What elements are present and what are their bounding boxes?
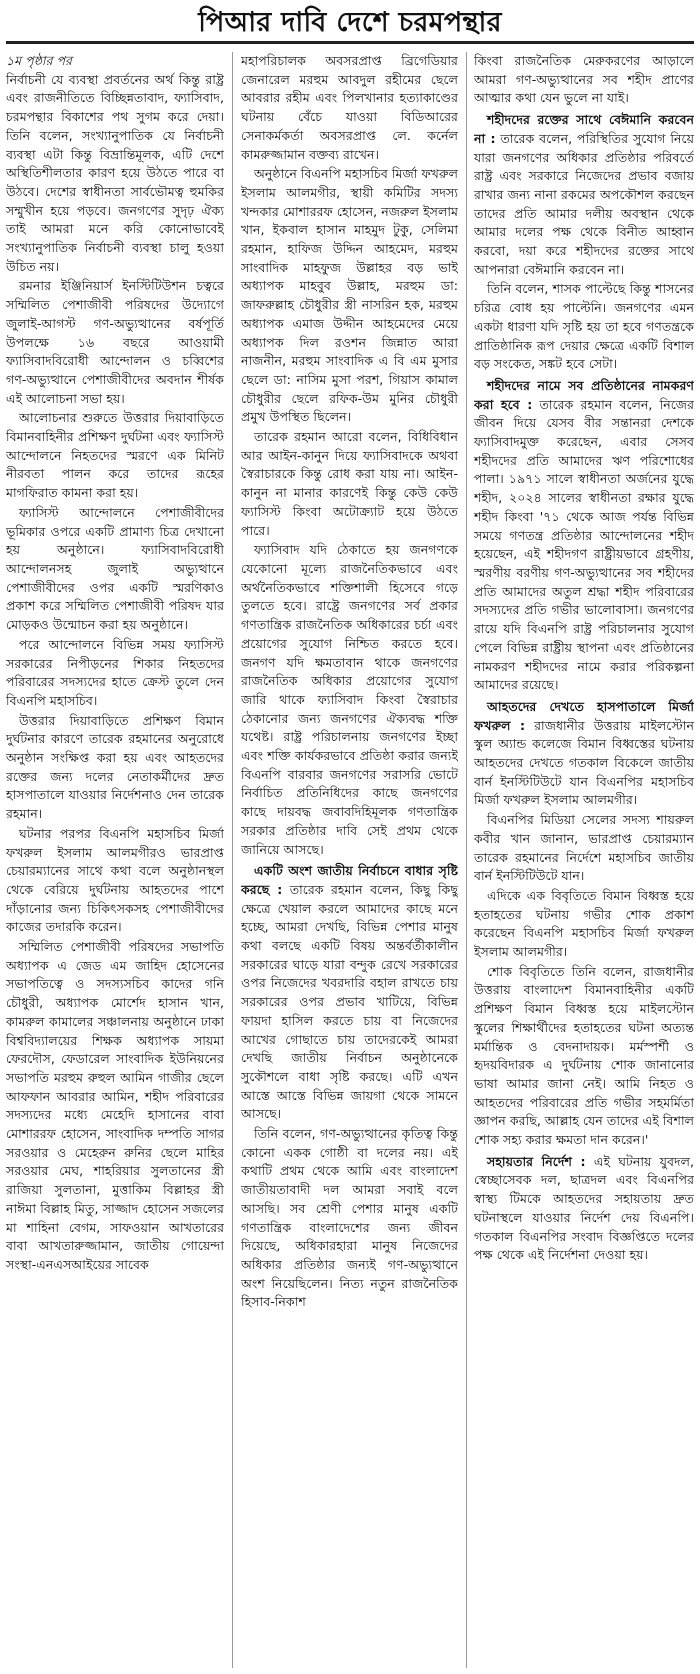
paragraph: অনুষ্ঠানে বিএনপি মহাসচিব মির্জা ফখরুল ইসলাম আলমগীর, স্থায়ী কমিটির সদস্য খন্দকার মোশাররফ হোসেন, নজরুল ইসলাম খান, ইকবাল হাসান মাহমুদ টুকু, সেলিমা রহমান, হাফিজ উদ্দিন আহমেদ, মরহুম সাংবাদিক মাহফুজ উল্লাহর বড় ভাই অধ্যাপক মাহবুব উল্লাহ, মরহুম ডা: জাফরুল্লাহ চৌধুরীর স্ত্রী নাসরিন হক, মরহুম অধ্যাপক এমাজ উদ্দীন আহমেদের মেয়ে অধ্যাপক দিল রওশন জিন্নাত আরা নাজনীন, মরহুম সাংবাদিক এ বি এম মুসার ছেলে ডা: নাসিম মুসা পরশ, গিয়াস কামাল চৌধুরীর ছেলে রফিক-উম মুনির চৌধুরী প্রমুখ উপস্থিত ছিলেন। xyxy=(241,166,458,425)
paragraph-text: রাজধানীর উত্তরায় মাইলস্টোন স্কুল অ্যান্ড কলেজে বিমান বিধ্বস্তের ঘটনায় আহতদের দেখতে গতকাল বিকেলে জাতীয় বার্ন ইনস্টিটিউটে যান বিএনপির মহাসচিব মির্জা ফখরুল ইসলাম আলমগীর। xyxy=(474,717,694,808)
paragraph-text: তারেক রহমান বলেন, কিছু কিছু ক্ষেত্রে খেয়াল করলে আমাদের কাছে মনে হচ্ছে, আমরা দেখছি, বিভিন্ন পেশার মানুষ কথা বলছে একটি বিষয় অন্তর্বর্তীকালীন সরকারের ঘাড়ে যারা বন্দুক রেখে সরকারের ওপর নিজেদের খবরদারি বহাল রাখতে চায় সরকারের ওপর প্রভাব খাটিয়ে, বিভিন্ন ফায়দা হাসিল করতে চায় বা নিজেদের আখের গোছাতে চায় তাদেরকেই আমরা দেখছি জাতীয় নির্বাচন অনুষ্ঠানেকে সুকৌশলে বাধা সৃষ্টি করছে। এটি এখন আস্তে আস্তে বিভিন্ন জায়গা থেকে সামনে আসছে। xyxy=(241,881,458,1122)
paragraph: আলোচনার শুরুতে উত্তরার দিয়াবাড়িতে বিমানবাহিনীর প্রশিক্ষণ দুর্ঘটনা এবং ফ্যাসিস্ট আন্দোলনে নিহতদের স্মরণে এক মিনিট নীরবতা পালন করে তাদের রূহের মাগফিরাত কামনা করা হয়। xyxy=(6,410,224,501)
paragraph: ঘটনার পরপর বিএনপি মহাসচিব মির্জা ফখরুল ইসলাম আলমগীরও ভারপ্রাপ্ত চেয়ারম্যানের সাথে কথা বলে অনুষ্ঠানস্থল থেকে বেরিয়ে দুর্ঘটনায় আহতদের পাশে দাঁড়ানোর জন্য চিকিৎসকসহ পেশাজীবীদের কাজের তদারকি করেন। xyxy=(6,825,224,935)
paragraph-text: এই ঘটনায় যুবদল, স্বেচ্ছাসেবক দল, ছাত্রদল এবং বিএনপির স্বাস্থ্য টিমকে আহতদের সহায়তায় দ্রুত ঘটনাস্থলে যাওয়ার নির্দেশ দেয় বিএনপি। গতকাল বিএনপির সংবাদ বিজ্ঞপ্তিতে দলের পক্ষ থেকে এই নির্দেশনা দেওয়া হয়। xyxy=(474,1153,694,1263)
paragraph: মহাপরিচালক অবসরপ্রাপ্ত ব্রিগেডিয়ার জেনারেল মরহুম আবদুল রহীমের ছেলে আবরার রহীম এবং পিলখানার হত্যাকাণ্ডের ঘটনায় বেঁচে যাওয়া বিডিআরের সেনাকর্মকর্তা অবসরপ্রাপ্ত লে. কর্নেল কামরুজ্জামান বক্তব্য রাখেন। xyxy=(241,53,458,162)
paragraph: রমনার ইঞ্জিনিয়ার্স ইনস্টিটিউশন চত্বরে সম্মিলিত পেশাজীবী পরিষদের উদ্যোগে জুলাই-আগস্ট গণ-অভ্যুত্থানের বর্ষপূর্তি উপলক্ষে ১৬ বছরে আওয়ামী ফ্যাসিবাদবিরোধী আন্দোলন ও চব্বিশের গণ-অভ্যুত্থানে পেশাজীবীদের অবদান শীর্ষক এই আলোচনা সভা হয়। xyxy=(6,278,224,406)
column-rule xyxy=(466,52,467,1668)
paragraph: তারেক রহমান আরো বলেন, বিধিবিধান আর আইন-কানুন দিয়ে ফ্যাসিবাদকে অথবা স্বৈরাচারকে কিন্তু রোধ করা যায় না। আইন-কানুন না মানার কারণেই কিন্তু কেউ কেউ ফ্যাসিস্ট কিংবা অটোক্র্যাট হয়ে উঠতে পারে। xyxy=(241,429,458,538)
column-3 xyxy=(474,52,694,1668)
paragraph: সম্মিলিত পেশাজীবী পরিষদের সভাপতি অধ্যাপক এ জেড এম জাহিদ হোসেনের সভাপতিত্বে ও সদস্যসচিব কাদের গনি চৌধুরী, অধ্যাপক মোর্শেদ হাসান খান, কামরুল কামালের সঞ্চালনায় অনুষ্ঠানে ঢাকা বিশ্ববিদ্যালয়ের শিক্ষক অধ্যাপক সায়মা ফেরদৌস, ফেডারেল সাংবাদিক ইউনিয়নের সভাপতি মরহুম রুহুল আমিন গাজীর ছেলে আফফান আবরার আমিন, শহীদ পরিবারের সদস্যদের মধ্যে মেহেদি হাসানের বাবা মোশাররফ হোসেন, সাংবাদিক দম্পতি সাগর সরওয়ার ও মেহেরুন রুনির ছেলে মাহির সরওয়ার মেঘ, শাহরিয়ার সুলতানের স্ত্রী রাজিয়া সুলতানা, মুত্তাকিম বিল্লাহর স্ত্রী নাঈমা বিল্লাহ মিতু, সাজ্জাদ হোসেন সজলের মা শাহিনা বেগম, সাফওয়ান আখতারের বাবা আখতারুজ্জামান, জাতীয় গোয়েন্দা সংস্থা-এনএসআইয়ের সাবেক xyxy=(6,939,224,1272)
continuation-label: ১ম পৃষ্ঠার পর xyxy=(6,53,72,68)
paragraph: শোক বিবৃতিতে তিনি বলেন, রাজধানীর উত্তরায় বাংলাদেশ বিমানবাহিনীর একটি প্রশিক্ষণ বিমান বিধ্বস্ত হয়ে মাইলস্টোন স্কুলের শিক্ষার্থীদের হতাহতের ঘটনা অত্যন্ত মর্মান্তিক ও বেদনাদায়ক। মর্মস্পর্শী ও হৃদয়বিদারক এ দুর্ঘটনায় শোক জানানোর ভাষা আমার জানা নেই। আমি নিহত ও আহতদের পরিবারের প্রতি গভীর সহমর্মিতা জ্ঞাপন করছি, আল্লাহ যেন তাদের এই বিশাল শোক সহ্য করার ক্ষমতা দান করেন।' xyxy=(474,963,694,1148)
paragraph: ফ্যাসিস্ট আন্দোলনে পেশাজীবীদের ভূমিকার ওপরে একটি প্রামাণ্য চিত্র দেখানো হয় অনুষ্ঠানে। ফ্যাসিবাদবিরোধী আন্দোলনসহ জুলাই অভ্যুত্থানে পেশাজীবীদের ওপর একটি স্মরণিকাও প্রকাশ করে সম্মিলিত পেশাজীবী পরিষদ যার মোড়কও উন্মোচন করা হয় অনুষ্ঠানে। xyxy=(6,504,224,633)
subheading: শহীদদের নামে সব প্রতিষ্ঠানের নামকরণ করা হবে : xyxy=(474,377,694,412)
subheading: সহায়তার নির্দেশ : xyxy=(487,1153,586,1169)
subheading: শহীদদের রক্তের সাথে বেঈমানি করবেন না : xyxy=(474,112,694,146)
paragraph: উত্তরার দিয়াবাড়িতে প্রশিক্ষণ বিমান দুর্ঘটনার কারণে তারেক রহমানের অনুরোধে অনুষ্ঠান সংক্ষিপ্ত করা হয় এবং আহতদের রক্তের জন্য দলের নেতাকর্মীদের দ্রুত হাসপাতালে যাওয়ার নির্দেশনাও দেন তারেক রহমান। xyxy=(6,712,224,822)
paragraph: ফ্যাসিবাদ যদি ঠেকাতে হয় জনগণকে যেকোনো মূল্যে রাজনৈতিকভাবে এবং অর্থনৈতিকভাবে শক্তিশালী হিসেবে গড়ে তুলতে হবে। রাষ্ট্রে জনগণের সর্ব প্রকার গণতান্ত্রিক রাজনৈতিক অধিকারের চর্চা এবং প্রয়োগের সুযোগ নিশ্চিত করতে হবে। জনগণ যদি ক্ষমতাবান থাকে জনগণের রাজনৈতিক অধিকার প্রয়োগের সুযোগ জারি থাকে ফ্যাসিবাদ কিংবা স্বৈরাচার ঠেকানোর জন্য জনগণের ঐক্যবদ্ধ শক্তি যথেষ্ট। রাষ্ট্র পরিচালনায় জনগণের ইচ্ছা এবং শক্তি কার্যকরভাবে প্রতিষ্ঠা করার জন্যই বিএনপি বারবার জনগণের সরাসরি ভোটে নির্বাচিত প্রতিনিধিদের কাছে জনগণের কাছে দায়বদ্ধ জবাবদিহিমূলক গণতান্ত্রিক সরকার প্রতিষ্ঠার দাবি সেই প্রথম থেকে জানিয়ে আসছে। xyxy=(241,542,458,857)
paragraph-text: তারেক বলেন, পরিস্থিতির সুযোগ নিয়ে যারা জনগণের অধিকার প্রতিষ্ঠার পরিবর্তে রাষ্ট্র এবং সরকারে নিজেদের প্রভাব বজায় রাখার জন্য নানা রকমের অপকৌশল করছেন তাদের প্রতি আমার দলীয় অবস্থান থেকে আমার দলের পক্ষ থেকে বিনীত আহ্বান করবো, দয়া করে শহীদদের রক্তের সাথে আপনারা বেঈমানি করবেন না। xyxy=(474,130,694,277)
paragraph: পরে আন্দোলনে বিভিন্ন সময় ফ্যাসিস্ট সরকারের নিপীড়নের শিকার নিহতদের পরিবারের সদস্যদের হাতে ক্রেস্ট তুলে দেন বিএনপি মহাসচিব। xyxy=(6,636,224,708)
paragraph: বিএনপির মিডিয়া সেলের সদস্য শায়রুল কবীর খান জানান, ভারপ্রাপ্ত চেয়ারম্যান তারেক রহমানের নির্দেশে মহাসচিব জাতীয় বার্ন ইনস্টিটিউটে যান। xyxy=(474,812,694,884)
paragraph xyxy=(241,862,458,1124)
paragraph-text: তারেক রহমান বলেন, নিজের জীবন দিয়ে যেসব বীর সন্তানরা দেশকে ফ্যাসিবাদমুক্ত করেছেন, এবার সেসব শহীদদের প্রতি আমাদের ঋণ পরিশোধের পালা। ১৯৭১ সালে স্বাধীনতা অর্জনের যুদ্ধে শহীদ, ২০২৪ সালের স্বাধীনতা রক্ষার যুদ্ধে শহীদ কিংবা '৭১ থেকে আজ পর্যন্ত বিভিন্ন সময়ে গণতন্ত্র প্রতিষ্ঠার আন্দোলনের শহীদ হয়েছেন, এই শহীদগণ রাষ্ট্রীয়ভাবে গ্রহণীয়, স্মরণীয় বরণীয় গণ-অভ্যুত্থানের সব শহীদের প্রতি আমাদের অতুল শ্রদ্ধা শহীদ পরিবারের সদস্যদের প্রতি গভীর ভালোবাসা। জনগণের রায়ে যদি বিএনপি রাষ্ট্র পরিচালনার সুযোগ পেলে বিভিন্ন রাষ্ট্রীয় স্থাপনা এবং প্রতিষ্ঠানের নামকরণ শহীদদের নামে করার পরিকল্পনা আমাদের রয়েছে। xyxy=(474,396,694,693)
paragraph: নির্বাচনী যে ব্যবস্থা প্রবর্তনের অর্থ কিন্তু রাষ্ট্র এবং রাজনীতিতে বিচ্ছিন্নতাবাদ, ফ্যাসিবাদ, চরমপন্থার বিকাশের পথ সুগম করে দেয়া। তিনি বলেন, সংখ্যানুপাতিক যে নির্বাচনী ব্যবস্থা এটা কিন্তু বিভ্রান্তিমূলক, এটি দেশে অস্থিতিশীলতার কারণ হয়ে উঠতে পারে বা উঠবে। দেশের স্বাধীনতা সার্বভৌমত্ব হুমকির সম্মুখীন হয়ে পড়বে। জনগণের সুদৃঢ় ঐক্য তাই আমরা মনে করি কোনোভাবেই সংখ্যানুপাতিক নির্বাচনী ব্যবস্থা চালু হওয়া উচিত নয়। xyxy=(6,71,224,274)
paragraph xyxy=(474,111,694,279)
paragraph xyxy=(474,1153,694,1265)
subheading: আহতদের দেখতে হাসপাতালে মির্জা ফখরুল : xyxy=(474,698,694,733)
paragraph: তিনি বলেন, গণ-অভ্যুত্থানের কৃতিত্ব কিন্তু কোনো একক গোষ্ঠী বা দলের নয়। এই কথাটি প্রথম থেকে আমি এবং বাংলাদেশ জাতীয়তাবাদী দল আমরা সবাই বলে আসছি। সব শ্রেণী পেশার মানুষ একটি গণতান্ত্রিক বাংলাদেশের জন্য জীবন দিয়েছে, অধিকারহারা মানুষ নিজেদের অধিকার প্রতিষ্ঠার জন্যই গণ-অভ্যুত্থানে অংশ নিয়েছিলেন। নিত্য নতুন রাজনৈতিক হিসাব-নিকাশ xyxy=(241,1126,458,1310)
paragraph xyxy=(474,377,694,695)
paragraph: তিনি বলেন, শাসক পাল্টেছে কিন্তু শাসনের চরিত্র বোধ হয় পাল্টেনি। জনগণের এমন একটা ধারণা যদি সৃষ্টি হয় তা হবে গণতন্ত্রকে প্রাতিষ্ঠানিক রূপ দেয়ার ক্ষেত্রে একটি বিশাল বড় সংকেত, সঙ্কট হবে সেটা। xyxy=(474,281,694,372)
paragraph: কিংবা রাজনৈতিক মেরুকরণের আড়ালে আমরা গণ-অভ্যুত্থানের সব শহীদ প্রাণের আত্মার কথা যেন ভুলে না যাই। xyxy=(474,53,694,106)
headline: পিআর দাবি দেশে চরমপন্থার xyxy=(6,4,694,44)
paragraph: এদিকে এক বিবৃতিতে বিমান বিধ্বস্ত হয়ে হতাহতের ঘটনায় গভীর শোক প্রকাশ করেছেন বিএনপি মহাসচিব মির্জা ফখরুল ইসলাম আলমগীর। xyxy=(474,887,694,960)
paragraph xyxy=(474,698,694,810)
subheading: একটি অংশ জাতীয় নির্বাচনে বাধার সৃষ্টি করছে : xyxy=(241,863,458,897)
column-1 xyxy=(6,52,224,1668)
column-rule xyxy=(232,52,233,1668)
column-2 xyxy=(241,52,458,1668)
